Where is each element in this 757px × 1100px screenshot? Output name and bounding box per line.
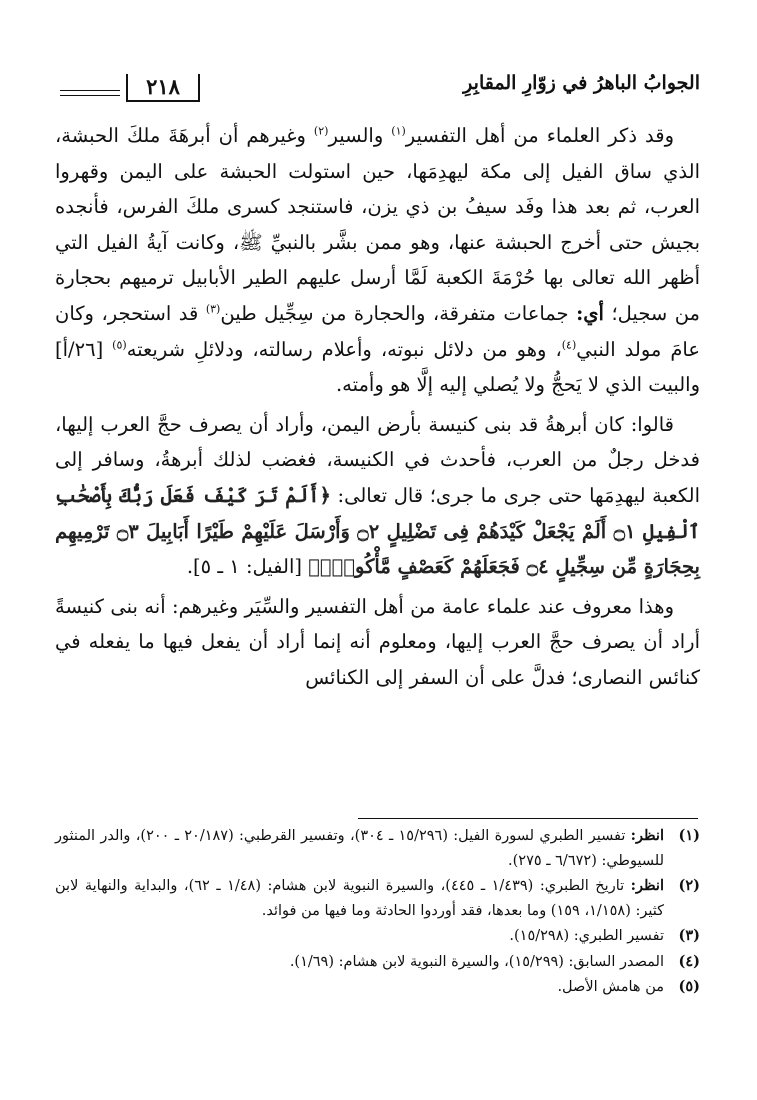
main-text (55, 118, 700, 696)
footnote: (٤) المصدر السابق: (١٥/٢٩٩)، والسيرة النبوية لابن هشام: (١/٦٩). (289, 952, 700, 970)
page-number: ٢١٨ (126, 74, 200, 102)
paragraph-1: وقد ذكر العلماء من أهل التفسير$^{(١)}$ والسير$^{(٢)}$ وغيرهم أن أبرهَةَ ملكَ الحبشة، الذي ساق الفيل إلى مكة ليهدِمَها، حين استولت الحبشة على اليمن وقهروا العرب، ثم بعد هذا وفَد سيفُ بن ذي يزن، فاستنجد كسرى ملكَ الفرس، فأنجده بجيش حتى أخرج الحبشة عنها، وهو ممن بشَّر بالنبيِّ ﷺ، وكانت آيةُ الفيل التي أظهر الله تعالى بها حُرْمَةَ الكعبة لَمَّا أرسل عليهم الطير الأبابيل ترميهم بحجارة من سجيل؛ أي: جماعات متفرقة، والحجارة من سِجِّيل طين$^{(٣)}$ قد استحجر، وكان عامَ مولد النبي$^{(٤)}$، وهو من دلائل نبوته، وأعلام رسالته، ودلائلِ شريعته$^{(٥)}$ [٢٦/أ] والبيت الذي لا يَحجُّ ولا يُصلي إليه إلَّا هو وأمته. (55, 124, 701, 397)
footnote-ref[interactable]: (١) (391, 124, 406, 138)
quran-verse: ﴿أَلَمْ تَرَ كَيْفَ فَعَلَ رَبُّكَ بِأَصْحَٰبِ ٱلْفِيلِ ۝١ أَلَمْ يَجْعَلْ كَيْدَهُمْ فِى تَضْلِيلٍ ۝٢ وَأَرْسَلَ عَلَيْهِمْ طَيْرًا أَبَابِيلَ ۝٣ تَرْمِيهِم بِحِجَارَةٍ مِّن سِجِّيلٍ ۝٤ فَجَعَلَهُمْ كَعَصْفٍ مَّأْكُولٍۭ﴾ (55, 483, 700, 579)
header-rule (60, 95, 120, 96)
page-header (60, 68, 700, 108)
footnote: (٣) تفسير الطبري: (١٥/٢٩٨). (509, 927, 700, 944)
footnote-separator (358, 818, 698, 819)
footnote-ref[interactable]: (٥) (112, 338, 127, 352)
footnote-ref[interactable]: (٤) (561, 338, 577, 352)
footnote: (٢) انظر: تاريخ الطبري: (١/٤٣٩ ـ ٤٤٥)، والسيرة النبوية لابن هشام: (١/٤٨ ـ ٦٢)، والبداية والنهاية لابن كثير: (١/١٥٨، ١٥٩) وما بعدها، فقد أوردوا الحادثة وما فيها من فوائد. (55, 877, 700, 919)
footnote: (١) انظر: تفسير الطبري لسورة الفيل: (١٥/٢٩٦ ـ ٣٠٤)، وتفسير القرطبي: (٢٠/١٨٧ ـ ٢٠٠)، والدر المنثور للسيوطي: (٦/٦٧٢ ـ ٢٧٥). (55, 827, 700, 869)
paragraph-2: قالوا: كان أبرهةُ قد بنى كنيسة بأرض اليمن، وأراد أن يصرف حجَّ العرب إليها، فدخل رجلٌ من العرب، فأحدث في الكنيسة، فغضب لذلك أبرهةُ، وسافر إلى الكعبة ليهدِمَها حتى جرى ما جرى؛ قال تعالى: ﴿أَلَمْ تَرَ كَيْفَ فَعَلَ رَبُّكَ بِأَصْحَٰبِ ٱلْفِيلِ ۝١ أَلَمْ يَجْعَلْ كَيْدَهُمْ فِى تَضْلِيلٍ ۝٢ وَأَرْسَلَ عَلَيْهِمْ طَيْرًا أَبَابِيلَ ۝٣ تَرْمِيهِم بِحِجَارَةٍ مِّن سِجِّيلٍ ۝٤ فَجَعَلَهُمْ كَعَصْفٍ مَّأْكُولٍۭ﴾ [الفيل: ١ ـ ٥]. (55, 412, 700, 579)
header-rule (60, 90, 120, 91)
paragraph-3: وهذا معروف عند علماء عامة من أهل التفسير والسِّيَر وغيرهم: أنه بنى كنيسةً أراد أن يصرف حجَّ العرب إليها، ومعلوم أنه إنما أراد أن يفعل فيها ما يفعله في كنائس النصارى؛ فدلَّ على أن السفر إلى الكنائس (55, 594, 700, 689)
footnote-ref[interactable]: (٢) (313, 124, 329, 138)
footnote-ref[interactable]: (٣) (205, 302, 221, 316)
running-title: الجوابُ الباهرُ في زوّارِ المقابِرِ (463, 72, 700, 94)
footnotes (55, 824, 700, 1001)
footnote: (٥) من هامش الأصل. (557, 978, 700, 995)
